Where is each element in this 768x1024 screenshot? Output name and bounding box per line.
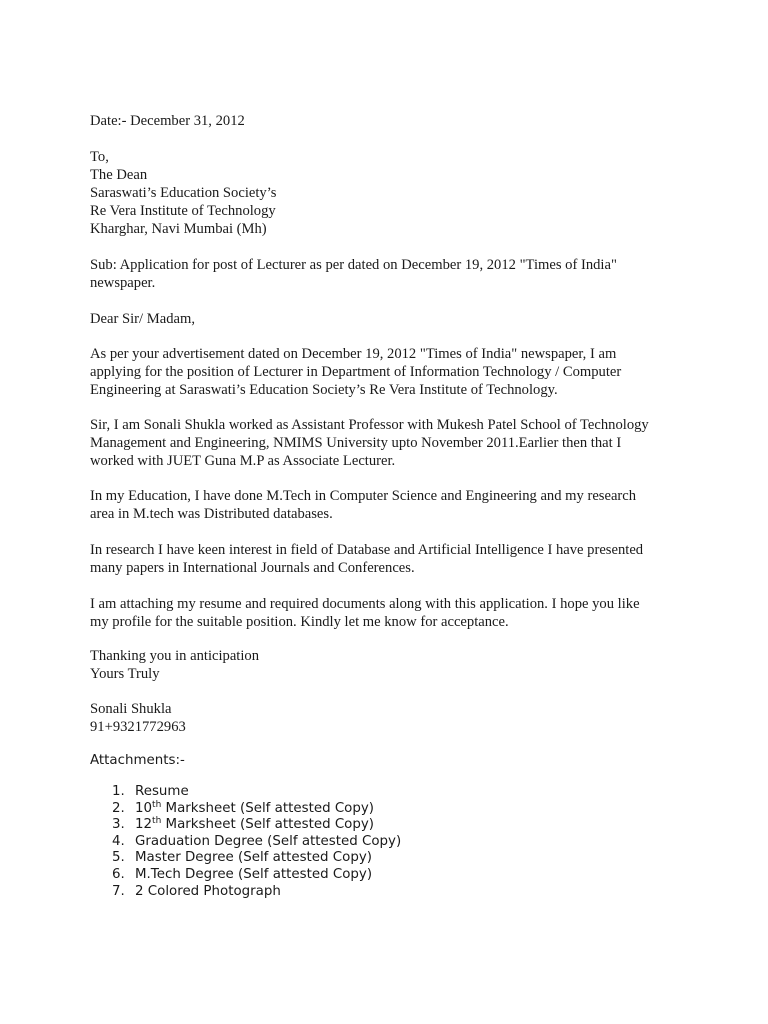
paragraph-line: applying for the position of Lecturer in Department of Information Technology / Computer (90, 364, 622, 380)
paragraph-line: worked with JUET Guna M.P as Associate Lecturer. (90, 453, 396, 469)
recipient-address (90, 148, 690, 238)
paragraph-line: many papers in International Journals and Conferences. (90, 560, 415, 576)
attachment-item (90, 884, 590, 901)
attachment-item (90, 817, 590, 834)
item-ordinal: th (152, 799, 162, 810)
item-text: Graduation Degree (Self attested Copy) (135, 833, 402, 849)
signature-phone: 91+9321772963 (90, 719, 186, 735)
subject-line (90, 256, 690, 292)
attachment-item (90, 850, 590, 867)
address-line: Re Vera Institute of Technology (90, 203, 276, 219)
item-number: 3. (112, 817, 125, 833)
address-line: The Dean (90, 167, 148, 183)
address-line: Saraswati’s Education Society’s (90, 185, 277, 201)
item-text: 12 (135, 817, 153, 833)
item-text: M.Tech Degree (Self attested Copy) (135, 866, 373, 882)
item-text: 2 Colored Photograph (135, 883, 281, 899)
paragraph-line: I am attaching my resume and required documents along with this application. I hope you like (90, 596, 640, 612)
item-number: 1. (112, 784, 125, 799)
paragraph-line: Sir, I am Sonali Shukla worked as Assistant Professor with Mukesh Patel School of Technology (90, 417, 649, 433)
attachment-item (90, 801, 590, 818)
closing (90, 647, 690, 683)
paragraph-line: my profile for the suitable position. Kindly let me know for acceptance. (90, 614, 509, 630)
address-salutation: To, (90, 149, 109, 165)
paragraph-line: Engineering at Saraswati’s Education Society’s Re Vera Institute of Technology. (90, 382, 558, 398)
item-text-rest: Marksheet (Self attested Copy) (161, 800, 375, 816)
item-text: Resume (135, 784, 189, 799)
paragraph-line: area in M.tech was Distributed databases. (90, 506, 333, 522)
paragraph-line: As per your advertisement dated on December 19, 2012 "Times of India" newspaper, I am (90, 346, 617, 362)
letter-date (90, 112, 690, 130)
attachments-list (90, 784, 590, 900)
closing-line: Yours Truly (90, 666, 160, 682)
item-text: Master Degree (Self attested Copy) (135, 850, 372, 866)
item-ordinal: th (152, 816, 162, 827)
body-paragraph (90, 416, 690, 470)
paragraph-line: In my Education, I have done M.Tech in Computer Science and Engineering and my research (90, 488, 637, 504)
attachment-item (90, 784, 590, 801)
body-paragraph (90, 487, 690, 523)
attachments-heading (90, 753, 690, 770)
greeting (90, 310, 690, 328)
greeting-text: Dear Sir/ Madam, (90, 311, 195, 327)
paragraph-line: Management and Engineering, NMIMS University upto November 2011.Earlier then that I (90, 435, 622, 451)
item-text: 10 (135, 800, 153, 816)
body-paragraph (90, 595, 690, 631)
item-number: 7. (112, 883, 125, 899)
item-number: 4. (112, 833, 125, 849)
item-number: 2. (112, 800, 125, 816)
signature-block (90, 700, 690, 736)
subject-text: newspaper. (90, 275, 156, 291)
body-paragraph (90, 345, 690, 399)
signature-name: Sonali Shukla (90, 701, 172, 717)
date-text: Date:- December 31, 2012 (90, 113, 245, 129)
paragraph-line: In research I have keen interest in field of Database and Artificial Intelligence I have presented (90, 542, 644, 558)
item-number: 5. (112, 850, 125, 866)
subject-text: Sub: Application for post of Lecturer as per dated on December 19, 2012 "Times of India" (90, 257, 617, 273)
item-text-rest: Marksheet (Self attested Copy) (161, 817, 375, 833)
attachments-heading-text: Attachments:- (90, 753, 185, 768)
attachment-item (90, 834, 590, 851)
closing-line: Thanking you in anticipation (90, 648, 260, 664)
address-line: Kharghar, Navi Mumbai (Mh) (90, 221, 267, 237)
item-number: 6. (112, 866, 125, 882)
attachment-item (90, 867, 590, 884)
body-paragraph (90, 541, 690, 577)
